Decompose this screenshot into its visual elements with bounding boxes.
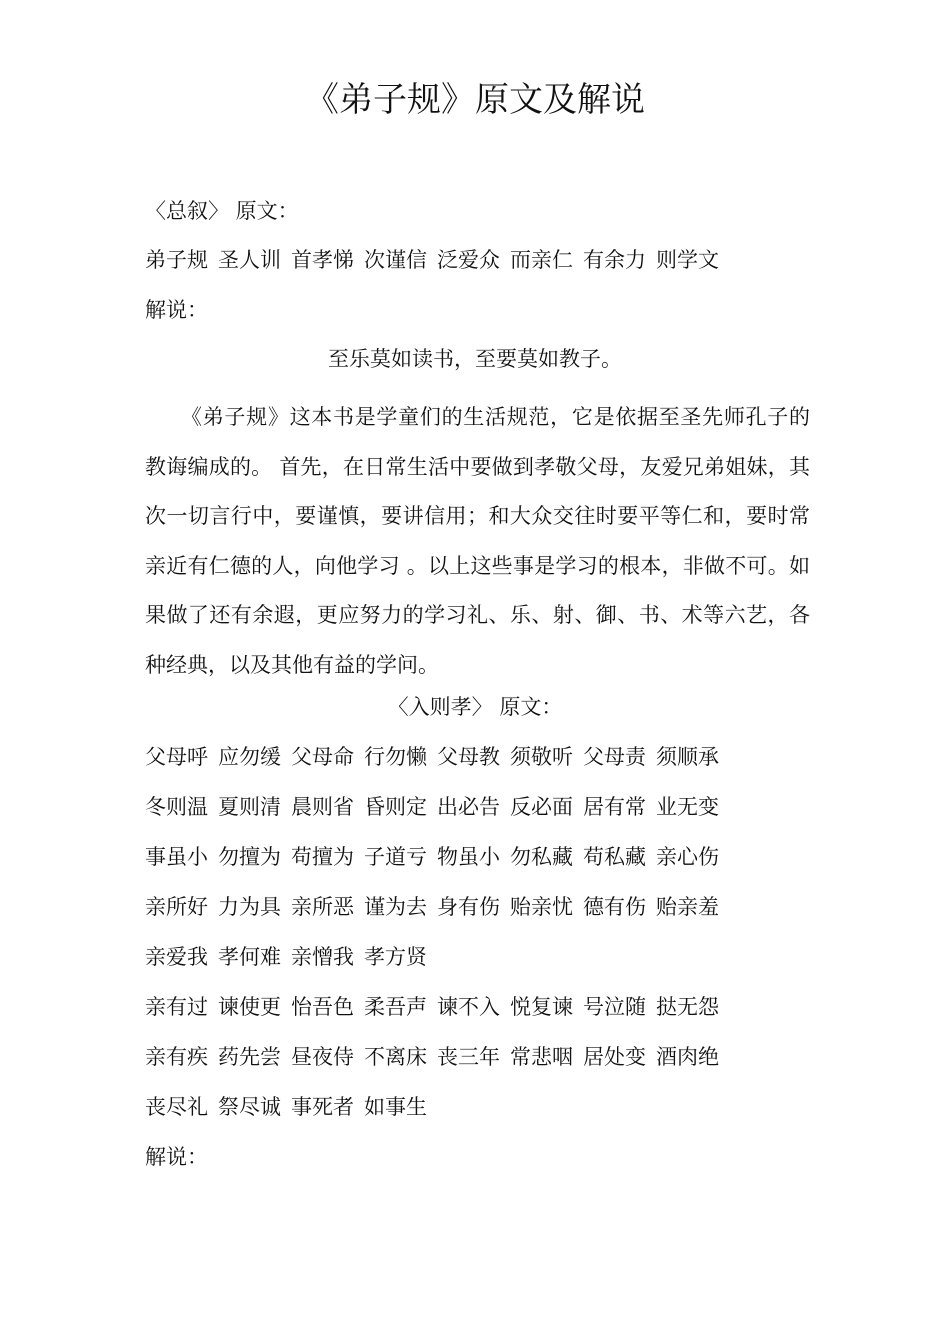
quote-line: 至乐莫如读书，至要莫如教子。 xyxy=(328,347,622,371)
section-heading-zongxu: 〈总叙〉 原文： xyxy=(145,199,299,223)
verse-phrase: 亲心伤 xyxy=(656,845,719,869)
verse-phrase: 孝何难 xyxy=(218,945,281,969)
verse-line xyxy=(145,892,719,922)
verse-line xyxy=(145,942,427,972)
verse-phrase: 昏则定 xyxy=(364,795,427,819)
explanation-paragraph: 《弟子规》这本书是学童们的生活规范，它是依据至圣先师孔子的教诲编成的。 首先，在日常生活中要做到孝敬父母，友爱兄弟姐妹，其次一切言行中，要谨慎，要讲信用；和大众交往时要平等仁和，要时常亲近有仁德的人，向他学习 。以上这些事是学习的根本，非做不可。如果做了还有余遐，更应努力的学习礼、乐、射、御、书、术等六艺，各种经典，以及其他有益的学问。 xyxy=(145,405,810,677)
verse-phrase: 勿私藏 xyxy=(510,845,573,869)
verse-phrase: 祭尽诚 xyxy=(218,1095,281,1119)
verse-phrase: 如事生 xyxy=(364,1095,427,1119)
verse-phrase: 怡吾色 xyxy=(291,995,354,1019)
verse-phrase: 孝方贤 xyxy=(364,945,427,969)
verse-phrase: 谨为去 xyxy=(364,895,427,919)
verse-phrase: 父母命 xyxy=(291,745,354,769)
verse-phrase: 出必告 xyxy=(437,795,500,819)
verse-phrase: 居处变 xyxy=(583,1045,646,1069)
verse-phrase: 亲有过 xyxy=(145,995,208,1019)
verse-phrase: 亲所恶 xyxy=(291,895,354,919)
explain-label: 解说： xyxy=(145,1145,208,1169)
verse-phrase: 晨则省 xyxy=(291,795,354,819)
verse-phrase: 药先尝 xyxy=(218,1045,281,1069)
verse-phrase: 圣人训 xyxy=(218,248,281,272)
verse-phrase: 冬则温 xyxy=(145,795,208,819)
verse-phrase: 事虽小 xyxy=(145,845,208,869)
verse-phrase: 丧三年 xyxy=(437,1045,500,1069)
verse-phrase: 不离床 xyxy=(364,1045,427,1069)
verse-phrase: 贻亲羞 xyxy=(656,895,719,919)
verse-phrase: 业无变 xyxy=(656,795,719,819)
verse-phrase: 父母教 xyxy=(437,745,500,769)
verse-phrase: 柔吾声 xyxy=(364,995,427,1019)
verse-phrase: 须顺承 xyxy=(656,745,719,769)
document-title: 《弟子规》原文及解说 xyxy=(305,80,645,120)
verse-phrase: 丧尽礼 xyxy=(145,1095,208,1119)
verse-phrase: 谏不入 xyxy=(437,995,500,1019)
verse-phrase: 应勿缓 xyxy=(218,745,281,769)
verse-phrase: 苟私藏 xyxy=(583,845,646,869)
verse-phrase: 悦复谏 xyxy=(510,995,573,1019)
verse-phrase: 号泣随 xyxy=(583,995,646,1019)
verse-phrase: 昼夜侍 xyxy=(291,1045,354,1069)
verse-phrase: 谏使更 xyxy=(218,995,281,1019)
verse-phrase: 贻亲忧 xyxy=(510,895,573,919)
verse-line xyxy=(145,1042,719,1072)
verse-phrase: 亲有疾 xyxy=(145,1045,208,1069)
verse-phrase: 亲憎我 xyxy=(291,945,354,969)
verse-phrase: 首孝悌 xyxy=(291,248,354,272)
verse-line xyxy=(145,992,719,1022)
verse-phrase: 次谨信 xyxy=(364,248,427,272)
explain-label: 解说： xyxy=(145,298,208,322)
verse-phrase: 身有伤 xyxy=(437,895,500,919)
verse-phrase: 德有伤 xyxy=(583,895,646,919)
verse-phrase: 居有常 xyxy=(583,795,646,819)
verse-phrase: 有余力 xyxy=(583,248,646,272)
verse-phrase: 勿擅为 xyxy=(218,845,281,869)
verse-phrase: 事死者 xyxy=(291,1095,354,1119)
verse-phrase: 夏则清 xyxy=(218,795,281,819)
verse-phrase: 常悲咽 xyxy=(510,1045,573,1069)
verse-phrase: 挞无怨 xyxy=(656,995,719,1019)
verse-phrase: 则学文 xyxy=(656,248,719,272)
verse-phrase: 行勿懒 xyxy=(364,745,427,769)
verse-phrase: 而亲仁 xyxy=(510,248,573,272)
verse-line xyxy=(145,842,719,872)
verse-phrase: 亲爱我 xyxy=(145,945,208,969)
verse-phrase: 反必面 xyxy=(510,795,573,819)
verse-phrase: 苟擅为 xyxy=(291,845,354,869)
verse-phrase: 父母责 xyxy=(583,745,646,769)
verse-line xyxy=(145,1092,427,1122)
verse-line xyxy=(145,742,719,772)
verse-phrase: 酒肉绝 xyxy=(656,1045,719,1069)
verse-line xyxy=(145,792,719,822)
verse-phrase: 弟子规 xyxy=(145,248,208,272)
verse-phrase: 力为具 xyxy=(218,895,281,919)
verse-phrase: 亲所好 xyxy=(145,895,208,919)
verse-phrase: 泛爱众 xyxy=(437,248,500,272)
section-heading-ruzexiao: 〈入则孝〉 原文： xyxy=(387,695,563,719)
verse-phrase: 物虽小 xyxy=(437,845,500,869)
verse-line xyxy=(145,245,719,275)
verse-phrase: 父母呼 xyxy=(145,745,208,769)
verse-phrase: 须敬听 xyxy=(510,745,573,769)
verse-phrase: 子道亏 xyxy=(364,845,427,869)
